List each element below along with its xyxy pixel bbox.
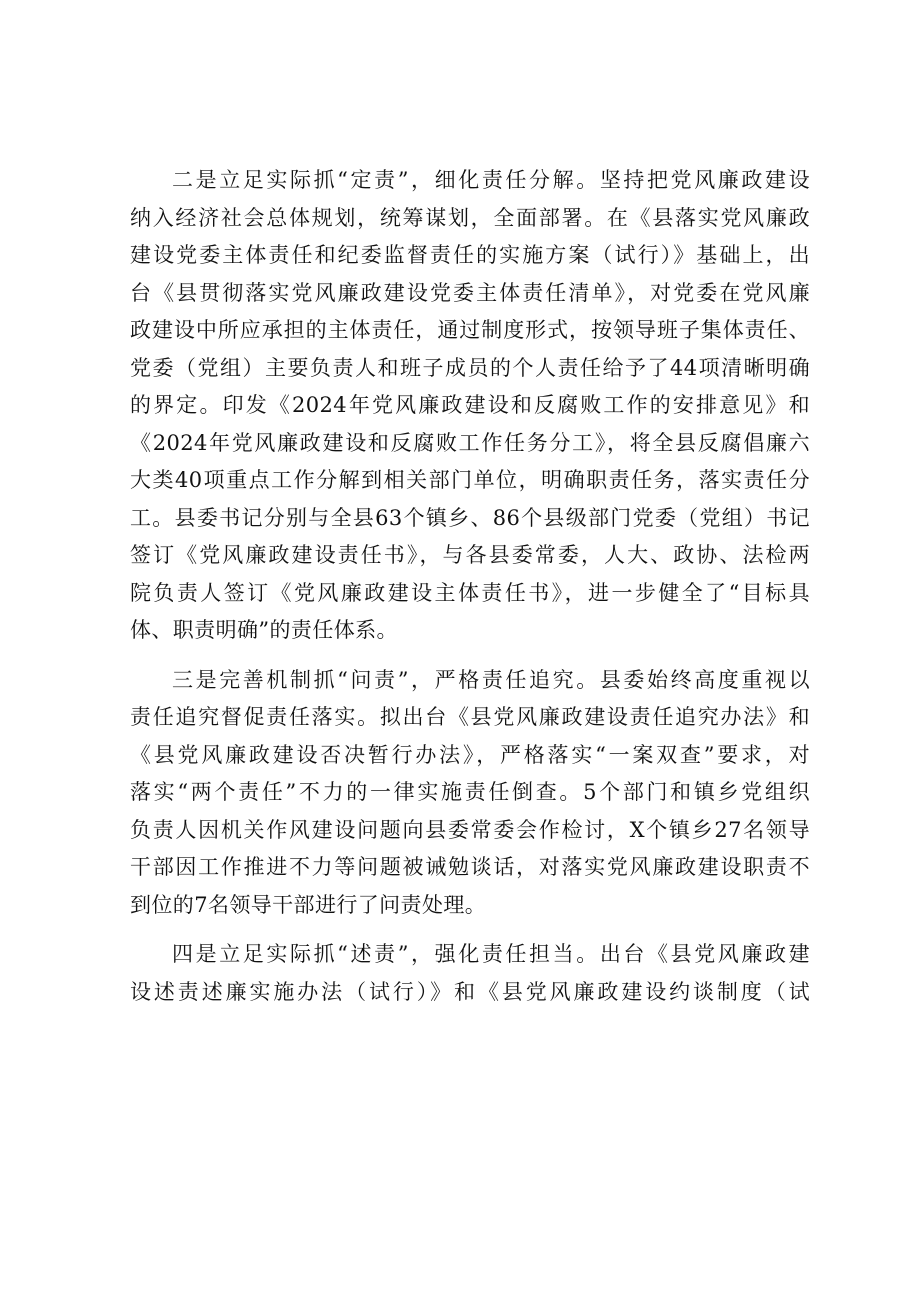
text-line: 的界定。印发《2024年党风廉政建设和反腐败工作的安排意见》和: [130, 393, 810, 417]
paragraph-3: [130, 936, 810, 1011]
text-line: 台《县贯彻落实党风廉政建设党委主体责任清单》，对党委在党风廉: [130, 280, 810, 305]
text-line: 三是完善机制抓“问责”，严格责任追究。县委始终高度重视以: [172, 667, 810, 692]
text-line: 政建设中所应承担的主体责任，通过制度形式，按领导班子集体责任、: [130, 318, 810, 342]
text-line: 责任追究督促责任落实。拟出台《县党风廉政建设责任追究办法》和: [130, 705, 810, 729]
text-line: 工。县委书记分别与全县63个镇乡、86个县级部门党委（党组）书记: [130, 505, 810, 530]
text-line: 设述责述廉实施办法（试行）》和《县党风廉政建设约谈制度（试: [130, 979, 810, 1004]
document-body: [130, 162, 810, 1023]
text-line: 纳入经济社会总体规划，统筹谋划，全面部署。在《县落实党风廉政: [130, 205, 810, 230]
text-line: 《2024年党风廉政建设和反腐败工作任务分工》，将全县反腐倡廉六: [130, 430, 810, 455]
text-line: 院负责人签订《党风廉政建设主体责任书》，进一步健全了“目标具: [130, 580, 810, 605]
text-line: 四是立足实际抓“述责”，强化责任担当。出台《县党风廉政建: [172, 942, 810, 966]
text-line: 落实“两个责任”不力的一律实施责任倒查。5个部门和镇乡党组织: [130, 780, 810, 804]
text-line: 负责人因机关作风建设问题向县委常委会作检讨，X个镇乡27名领导: [130, 817, 810, 842]
text-line: 体、职责明确”的责任体系。: [130, 618, 398, 642]
text-line: 二是立足实际抓“定责”，细化责任分解。坚持把党风廉政建设: [172, 168, 810, 192]
text-line: 《县党风廉政建设否决暂行办法》，严格落实“一案双查”要求，对: [130, 742, 810, 767]
text-line: 党委（党组）主要负责人和班子成员的个人责任给予了44项清晰明确: [130, 355, 810, 380]
text-line: 干部因工作推进不力等问题被诫勉谈话，对落实党风廉政建设职责不: [130, 855, 810, 879]
paragraph-1: [130, 162, 810, 650]
paragraph-2: [130, 662, 810, 925]
text-line: 到位的7名领导干部进行了问责处理。: [130, 892, 487, 917]
text-line: 大类40项重点工作分解到相关部门单位，明确职责任务，落实责任分: [130, 468, 810, 492]
text-line: 签订《党风廉政建设责任书》，与各县委常委，人大、政协、法检两: [130, 543, 810, 567]
text-line: 建设党委主体责任和纪委监督责任的实施方案（试行）》基础上，出: [130, 243, 810, 267]
